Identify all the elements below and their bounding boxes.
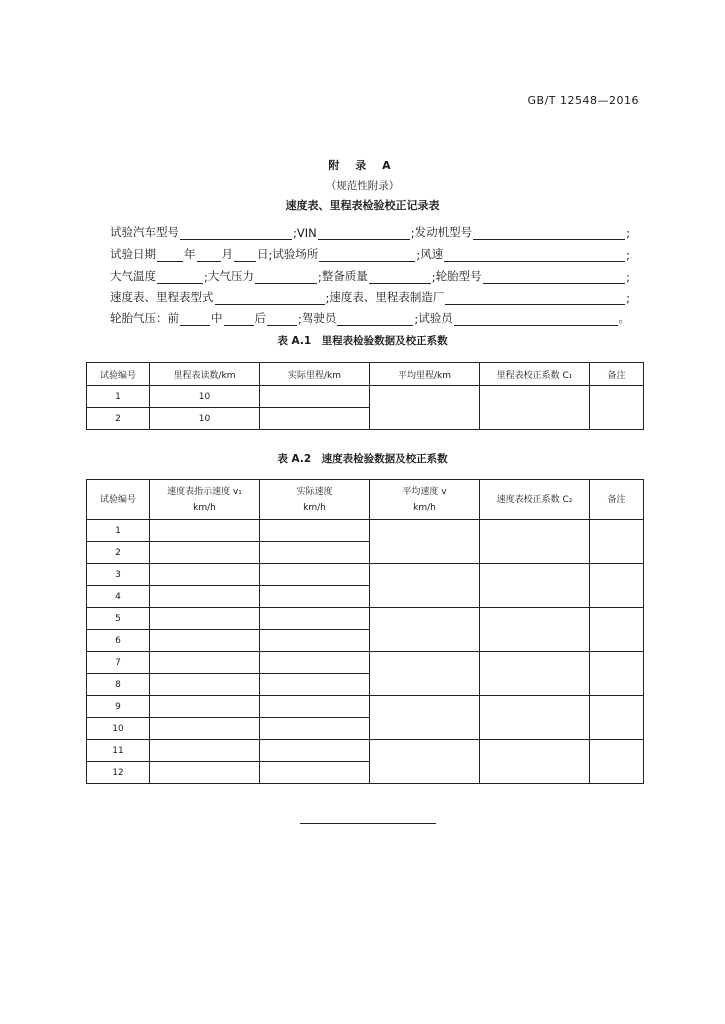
cell-actual-speed[interactable] [260,718,370,740]
cell-indicated-speed[interactable] [150,542,260,564]
cell-speedometer-coeff[interactable] [480,520,590,564]
table-row [87,652,644,674]
table-header-row [87,363,644,386]
cell-remark[interactable] [590,740,644,784]
table-row [87,520,644,542]
cell-speedometer-coeff[interactable] [480,652,590,696]
col-odometer-reading: 里程表读数/km [150,363,260,386]
month-label: 月 [221,247,233,261]
cell-test-no: 2 [87,542,150,564]
appendix-heading: 速度表、里程表检验校正记录表 [285,199,440,212]
cell-test-no: 7 [87,652,150,674]
vehicle-model-label: 试验汽车型号 [110,225,179,239]
table-row [87,564,644,586]
vin-blank[interactable] [318,226,410,240]
appendix-title: 附 录 A [328,159,397,172]
indicated-speed-label: 速度表指示速度 v₁ [167,486,242,497]
meter-maker-label: 速度表、里程表制造厂 [329,290,445,304]
cell-actual-speed[interactable] [260,520,370,542]
wind-speed-label: 风速 [420,247,444,261]
cell-test-no: 6 [87,630,150,652]
vehicle-model-blank[interactable] [180,226,292,240]
table-row [87,608,644,630]
cell-remark[interactable] [590,386,644,430]
curb-mass-blank[interactable] [369,270,431,284]
cell-indicated-speed[interactable] [150,674,260,696]
tester-label: 试验员 [418,311,453,325]
tire-model-label: 轮胎型号 [435,269,482,283]
field-row-5: 轮胎气压：前 中 后 ; 驾驶员 ; 试验员 。 [110,311,630,326]
tire-model-blank[interactable] [483,270,626,284]
cell-average-speed[interactable] [370,740,480,784]
cell-remark[interactable] [590,564,644,608]
vin-label: VIN [296,226,317,240]
cell-test-no: 1 [87,386,150,408]
col-test-no: 试验编号 [87,480,150,520]
col-average-speed [370,480,480,520]
cell-actual-distance[interactable] [260,408,370,430]
cell-average-distance[interactable] [370,386,480,430]
cell-speedometer-coeff[interactable] [480,696,590,740]
cell-speedometer-coeff[interactable] [480,564,590,608]
air-temp-label: 大气温度 [110,269,156,283]
cell-actual-speed[interactable] [260,608,370,630]
col-remark: 备注 [590,363,644,386]
cell-odometer-coeff[interactable] [480,386,590,430]
cell-average-speed[interactable] [370,696,480,740]
cell-remark[interactable] [590,696,644,740]
year-blank[interactable] [157,248,183,262]
col-odometer-coeff: 里程表校正系数 C₁ [480,363,590,386]
cell-indicated-speed[interactable] [150,630,260,652]
day-blank[interactable] [234,248,256,262]
cell-actual-speed[interactable] [260,740,370,762]
average-speed-label: 平均速度 v [402,486,447,497]
cell-indicated-speed[interactable] [150,564,260,586]
cell-indicated-speed[interactable] [150,696,260,718]
cell-average-speed[interactable] [370,652,480,696]
cell-odometer-reading: 10 [150,408,260,430]
year-label: 年 [184,247,196,261]
col-remark: 备注 [590,480,644,520]
odometer-table [86,362,644,430]
cell-indicated-speed[interactable] [150,608,260,630]
field-row-3: 大气温度 ; 大气压力 ; 整备质量 ; 轮胎型号 ; [110,269,630,284]
cell-average-speed[interactable] [370,608,480,652]
cell-indicated-speed[interactable] [150,520,260,542]
field-row-2: 试验日期 年 月 日 ; 试验场所 ; 风速 ; [110,247,630,262]
test-site-blank[interactable] [319,248,415,262]
cell-actual-speed[interactable] [260,586,370,608]
cell-speedometer-coeff[interactable] [480,608,590,652]
month-blank[interactable] [197,248,221,262]
driver-blank[interactable] [337,312,413,326]
rear-label: 后 [254,311,266,325]
cell-actual-speed[interactable] [260,674,370,696]
test-date-label: 试验日期 [110,247,156,261]
table-a2-caption: 表 A.2 速度表检验数据及校正系数 [277,453,448,465]
engine-model-label: 发动机型号 [414,225,473,239]
cell-actual-speed[interactable] [260,762,370,784]
field-row-4: 速度表、里程表型式 ; 速度表、里程表制造厂 ; [110,290,630,305]
cell-test-no: 8 [87,674,150,696]
meter-maker-blank[interactable] [445,291,625,305]
day-label: 日 [257,247,269,261]
test-site-label: 试验场所 [272,247,319,261]
appendix-subtitle: （规范性附录） [325,180,400,192]
cell-remark[interactable] [590,652,644,696]
average-speed-unit: km/h [413,502,436,513]
middle-pressure-blank[interactable] [224,312,254,326]
table-header-row [87,480,644,520]
col-indicated-speed [150,480,260,520]
cell-remark[interactable] [590,608,644,652]
meter-type-blank[interactable] [215,291,325,305]
cell-indicated-speed[interactable] [150,762,260,784]
cell-speedometer-coeff[interactable] [480,740,590,784]
tester-blank[interactable] [454,312,618,326]
driver-label: 驾驶员 [301,311,337,325]
field-row-1: 试验汽车型号 ; VIN ; 发动机型号 ; [110,225,630,240]
cell-indicated-speed[interactable] [150,652,260,674]
col-actual-distance: 实际里程/km [260,363,370,386]
curb-mass-label: 整备质量 [321,269,368,283]
cell-test-no: 12 [87,762,150,784]
col-speedometer-coeff: 速度表校正系数 C₂ [480,480,590,520]
cell-test-no: 3 [87,564,150,586]
engine-model-blank[interactable] [473,226,625,240]
table-row [87,740,644,762]
indicated-speed-unit: km/h [193,502,216,513]
cell-actual-speed[interactable] [260,652,370,674]
middle-label: 中 [211,311,223,325]
col-test-no: 试验编号 [87,363,150,386]
cell-actual-speed[interactable] [260,630,370,652]
cell-test-no: 5 [87,608,150,630]
speedometer-table [86,479,644,784]
table-row [87,696,644,718]
cell-indicated-speed[interactable] [150,718,260,740]
tire-pressure-label: 轮胎气压：前 [110,311,179,325]
wind-speed-blank[interactable] [444,248,625,262]
cell-test-no: 10 [87,718,150,740]
cell-test-no: 4 [87,586,150,608]
cell-average-speed[interactable] [370,520,480,564]
cell-test-no: 2 [87,408,150,430]
col-average-distance: 平均里程/km [370,363,480,386]
standard-number: GB/T 12548—2016 [527,94,639,107]
cell-actual-speed[interactable] [260,542,370,564]
cell-test-no: 1 [87,520,150,542]
table-row [87,386,644,408]
front-pressure-blank[interactable] [180,312,210,326]
cell-average-speed[interactable] [370,564,480,608]
end-rule [300,823,436,824]
cell-indicated-speed[interactable] [150,740,260,762]
actual-speed-unit: km/h [303,502,326,513]
cell-actual-speed[interactable] [260,564,370,586]
air-pressure-label: 大气压力 [207,269,254,283]
cell-actual-speed[interactable] [260,696,370,718]
actual-speed-label: 实际速度 [296,486,333,497]
cell-odometer-reading: 10 [150,386,260,408]
col-actual-speed [260,480,370,520]
air-temp-blank[interactable] [157,270,203,284]
table-a1-caption: 表 A.1 里程表检验数据及校正系数 [277,335,448,347]
meter-type-label: 速度表、里程表型式 [110,290,214,304]
rear-pressure-blank[interactable] [267,312,297,326]
cell-indicated-speed[interactable] [150,586,260,608]
air-pressure-blank[interactable] [255,270,317,284]
cell-test-no: 11 [87,740,150,762]
cell-actual-distance[interactable] [260,386,370,408]
cell-test-no: 9 [87,696,150,718]
cell-remark[interactable] [590,520,644,564]
